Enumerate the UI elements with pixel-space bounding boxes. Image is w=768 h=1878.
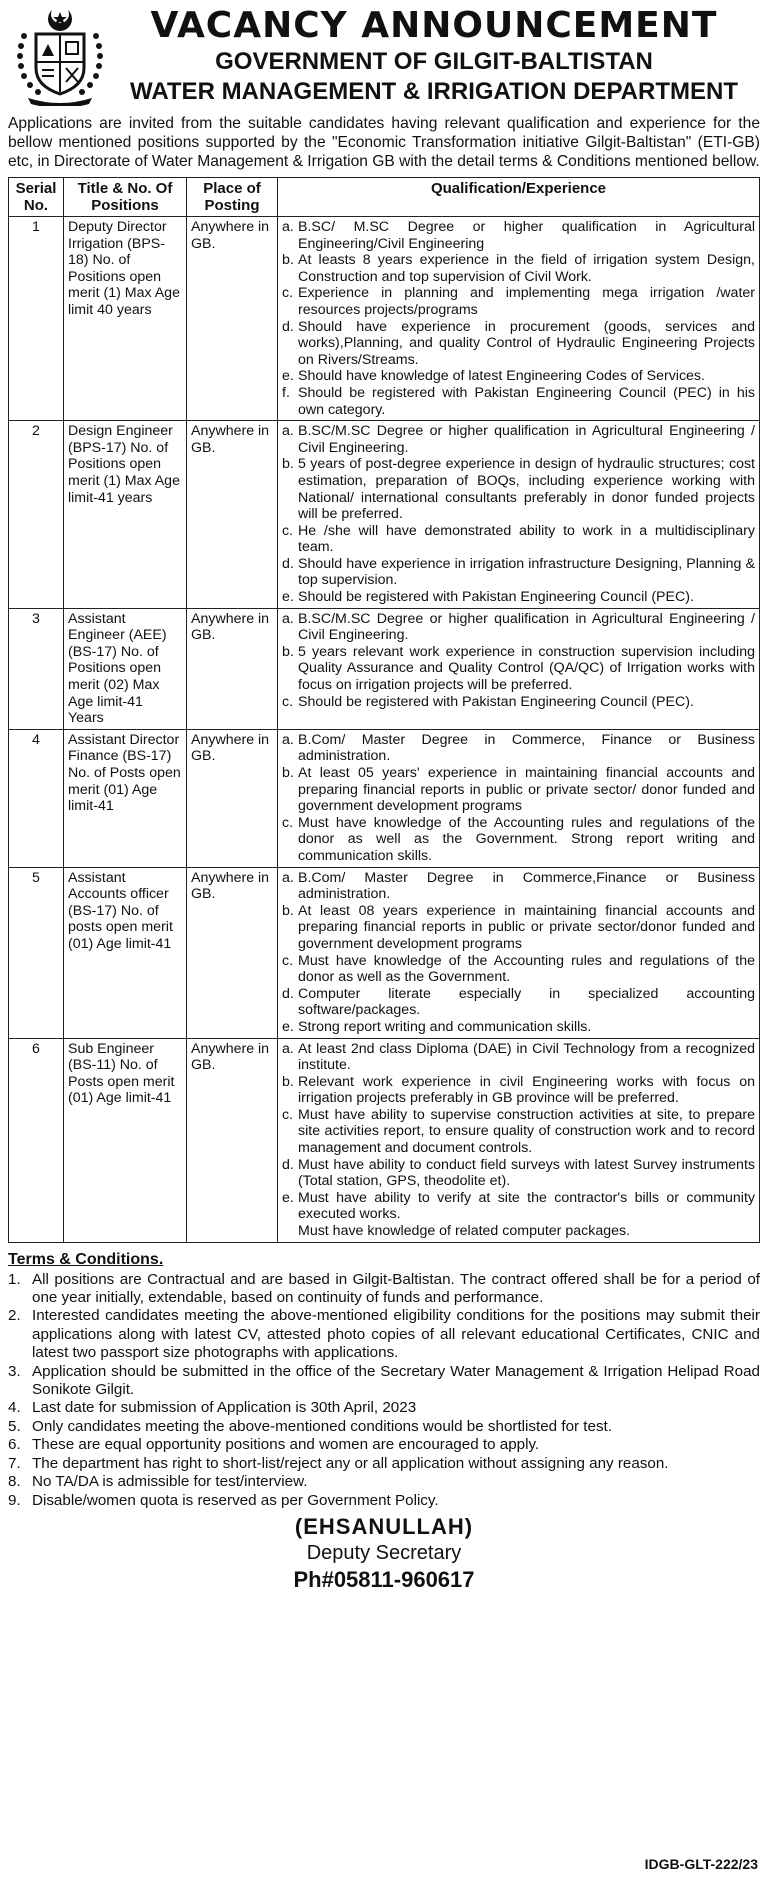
header-place: Place of Posting: [187, 178, 278, 217]
table-row: [9, 1038, 760, 1242]
reference-number: IDGB-GLT-222/23: [644, 1856, 758, 1872]
term-text: All positions are Contractual and are based in Gilgit-Baltistan. The contract offered shall be for a period of one year initially, extendable, based on continuity of funds and performance.: [32, 1270, 760, 1307]
place-of-posting-cell: Anywhere in GB.: [187, 608, 278, 729]
qualification-cell: [278, 217, 760, 421]
table-header-row: [9, 178, 760, 217]
qualification-item: [282, 423, 755, 456]
qualification-item: [282, 1041, 755, 1074]
term-item: [8, 1418, 760, 1436]
qualification-item: [282, 815, 755, 865]
table-row: [9, 729, 760, 867]
qualification-letter: a.: [282, 610, 294, 627]
term-item: [8, 1363, 760, 1400]
term-number: 7.: [8, 1454, 21, 1472]
qualification-cell: [278, 729, 760, 867]
qualification-text: B.Com/ Master Degree in Commerce, Finance or Business administration.: [298, 731, 755, 765]
position-title-cell: Assistant Director Finance (BS-17) No. of Posts open merit (01) Age limit-41: [64, 729, 187, 867]
qualification-letter: d.: [282, 985, 294, 1002]
government-name: GOVERNMENT OF GILGIT-BALTISTAN: [215, 48, 653, 75]
qualification-text: Experience in planning and implementing mega irrigation /water resources projects/programs: [298, 285, 755, 318]
qualification-letter: e.: [282, 1189, 294, 1206]
qualification-text: Should have experience in irrigation infrastructure Designing, Planning & top supervision.: [298, 555, 755, 589]
term-number: 4.: [8, 1399, 21, 1417]
term-text: The department has right to short-list/reject any or all application without assigning any reason.: [32, 1454, 669, 1472]
place-of-posting-cell: Anywhere in GB.: [187, 867, 278, 1038]
term-text: Last date for submission of Application is 30th April, 2023: [32, 1399, 417, 1417]
qualification-item: [282, 611, 755, 644]
qualification-letter: a.: [282, 869, 294, 886]
qualification-item: [282, 589, 755, 606]
intro-paragraph: Applications are invited from the suitable candidates having relevant qualification and experience for the bellow mentioned positions supported by the "Economic Transformation initiative Gilgit-Baltistan" (ETI-GB) etc, in Directorate of Water Management & Irrigation GB with the detail terms & Conditions mentioned bellow.: [8, 115, 760, 170]
serial-cell: 5: [9, 867, 64, 1038]
term-number: 1.: [8, 1270, 21, 1288]
term-text: No TA/DA is admissible for test/interview.: [32, 1473, 308, 1491]
qualification-letter: c.: [282, 285, 294, 302]
term-item: [8, 1492, 760, 1510]
qualification-letter: e.: [282, 368, 294, 385]
qualification-letter: c.: [282, 693, 294, 710]
serial-cell: 4: [9, 729, 64, 867]
header-serial: Serial No.: [9, 178, 64, 217]
qualification-text: Must have ability to verify at site the contractor's bills or community executed works.: [298, 1189, 755, 1223]
position-title-cell: Design Engineer (BPS-17) No. of Positions open merit (1) Max Age limit-41 years: [64, 421, 187, 609]
term-text: These are equal opportunity positions and women are encouraged to apply.: [32, 1436, 540, 1454]
term-item: [8, 1399, 760, 1417]
qualification-letter: c.: [282, 522, 294, 539]
signatory-name: (EHSANULLAH): [294, 1513, 474, 1539]
qualification-text: At least 05 years' experience in maintaining financial accounts and preparing financial reports in public or private sector/ donor funded and government development programs: [298, 765, 755, 815]
term-number: 2.: [8, 1307, 21, 1325]
qualification-item: [282, 1157, 755, 1190]
term-number: 6.: [8, 1436, 21, 1454]
qualification-letter: a.: [282, 219, 294, 235]
qualification-letter: a.: [282, 423, 294, 440]
qualification-item: [282, 219, 755, 252]
term-text: Application should be submitted in the office of the Secretary Water Management & Irrigation Helipad Road Sonikote Gilgit.: [32, 1362, 760, 1399]
qualification-letter: e.: [282, 1018, 294, 1035]
qualification-letter: d.: [282, 1156, 294, 1173]
qualification-text: Must have knowledge of the Accounting rules and regulations of the donor as well as the Government. Strong report writing and communication skills.: [298, 814, 755, 864]
qualification-letter: c.: [282, 952, 294, 969]
qualification-cell: [278, 1038, 760, 1242]
qualification-item: [282, 285, 755, 318]
qualification-item: [282, 1019, 755, 1036]
qualification-text: B.Com/ Master Degree in Commerce,Finance or Business administration.: [298, 869, 755, 903]
qualification-text: Must have knowledge of related computer packages.: [298, 1223, 631, 1240]
qualification-letter: b.: [282, 1073, 294, 1090]
header-title: Title & No. Of Positions: [64, 178, 187, 217]
qualification-text: He /she will have demonstrated ability to work in a multidisciplinary team.: [298, 522, 755, 556]
qualification-text: B.SC/M.SC Degree or higher qualification in Agricultural Engineering / Civil Engineering.: [298, 610, 755, 644]
serial-cell: 6: [9, 1038, 64, 1242]
table-row: [9, 608, 760, 729]
signature-block: [8, 1514, 760, 1593]
place-of-posting-cell: Anywhere in GB.: [187, 421, 278, 609]
vacancy-table: [8, 177, 760, 1243]
qualification-text: At leasts 8 years experience in the field of irrigation system Design, Construction and top supervision of Civil Work.: [298, 252, 755, 285]
vacancy-table-body: [9, 217, 760, 1243]
term-number: 5.: [8, 1417, 21, 1435]
qualification-letter: c.: [282, 814, 294, 831]
qualification-item: [282, 368, 755, 385]
qualification-letter: b.: [282, 643, 294, 660]
qualification-letter: a.: [282, 731, 294, 748]
qualification-item: [282, 953, 755, 986]
table-row: [9, 867, 760, 1038]
qualification-item: [282, 694, 755, 711]
qualification-item: [282, 986, 755, 1019]
header-qualification: Qualification/Experience: [278, 178, 760, 217]
qualification-text: Must have ability to supervise construction activities at site, to prepare site activities report, to ensure quality of construction work and to record management and document controls.: [298, 1106, 755, 1157]
place-of-posting-cell: Anywhere in GB.: [187, 1038, 278, 1242]
signatory-designation: Deputy Secretary: [306, 1541, 462, 1564]
announcement-title: VACANCY ANNOUNCEMENT: [150, 5, 718, 46]
qualification-item: [282, 523, 755, 556]
position-title-cell: Assistant Engineer (AEE)(BS-17) No. of Positions open merit (02) Max Age limit-41 Years: [64, 608, 187, 729]
qualification-letter: b.: [282, 765, 294, 781]
qualification-letter: [282, 1223, 298, 1240]
position-title-cell: Assistant Accounts officer (BS-17) No. of posts open merit (01) Age limit-41: [64, 867, 187, 1038]
qualification-letter: d.: [282, 555, 294, 572]
qualification-letter: d.: [282, 318, 294, 335]
qualification-item: [282, 252, 755, 285]
table-row: [9, 421, 760, 609]
position-title-cell: Sub Engineer (BS-11) No. of Posts open merit (01) Age limit-41: [64, 1038, 187, 1242]
qualification-item: [282, 556, 755, 589]
department-name: WATER MANAGEMENT & IRRIGATION DEPARTMENT: [130, 78, 738, 105]
place-of-posting-cell: Anywhere in GB.: [187, 729, 278, 867]
qualification-cell: [278, 867, 760, 1038]
term-item: [8, 1436, 760, 1454]
qualification-letter: c.: [282, 1106, 294, 1123]
qualification-letter: a.: [282, 1040, 294, 1057]
term-text: Only candidates meeting the above-mentioned conditions would be shortlisted for test.: [32, 1417, 612, 1435]
qualification-item: [282, 1107, 755, 1157]
place-of-posting-cell: Anywhere in GB.: [187, 217, 278, 421]
qualification-text: At least 08 years experience in maintaining financial accounts and preparing financial reports in public or private sector/donor funded and government development programs: [298, 902, 755, 952]
qualification-item: [282, 1190, 755, 1223]
qualification-letter: b.: [282, 456, 294, 473]
serial-cell: 3: [9, 608, 64, 729]
term-text: Disable/women quota is reserved as per Government Policy.: [32, 1491, 439, 1509]
qualification-text: Should have experience in procurement (goods, services and works),Planning, and quality Control of Hydraulic Engineering Projects on Rivers/Streams.: [298, 318, 755, 368]
serial-cell: 1: [9, 217, 64, 421]
qualification-item: [282, 1074, 755, 1107]
terms-list: [8, 1271, 760, 1510]
qualification-item: [282, 319, 755, 369]
qualification-text: B.SC/ M.SC Degree or higher qualification in Agricultural Engineering/Civil Engineering: [298, 219, 755, 252]
header: [8, 4, 760, 114]
qualification-cell: [278, 608, 760, 729]
gilgit-baltistan-emblem-icon: [14, 6, 106, 106]
qualification-text: Must have ability to conduct field surveys with latest Survey instruments (Total station, GPS, theodolite et).: [298, 1156, 755, 1190]
qualification-text: Should be registered with Pakistan Engineering Council (PEC).: [298, 693, 694, 710]
qualification-letter: b.: [282, 252, 294, 269]
qualification-text: B.SC/M.SC Degree or higher qualification in Agricultural Engineering / Civil Engineering.: [298, 423, 755, 456]
term-item: [8, 1473, 760, 1491]
qualification-text: Should be registered with Pakistan Engineering Council (PEC) in his own category.: [298, 384, 755, 418]
qualification-item: [282, 765, 755, 815]
qualification-item: [282, 870, 755, 903]
term-number: 8.: [8, 1473, 21, 1491]
term-number: 3.: [8, 1362, 21, 1380]
qualification-letter: b.: [282, 902, 294, 919]
qualification-text: At least 2nd class Diploma (DAE) in Civil Technology from a recognized institute.: [298, 1040, 755, 1074]
qualification-text: Should be registered with Pakistan Engineering Council (PEC).: [298, 589, 694, 606]
qualification-text: 5 years of post-degree experience in design of hydraulic structures; cost estimation, preparation of BOQs, including experience working with National/ international consultants preferably in donor funded projects will be preferred.: [298, 456, 755, 523]
qualification-text: Should have knowledge of latest Engineering Codes of Services.: [298, 368, 705, 385]
qualification-item: [282, 644, 755, 694]
term-item: [8, 1271, 760, 1308]
qualification-item: [282, 385, 755, 418]
qualification-text: Relevant work experience in civil Engineering works with focus on irrigation projects preferably in GB province will be preferred.: [298, 1073, 755, 1107]
term-item: [8, 1307, 760, 1362]
qualification-text: Strong report writing and communication skills.: [298, 1018, 592, 1035]
signatory-phone: Ph#05811-960617: [293, 1566, 475, 1592]
qualification-letter: f.: [282, 384, 290, 401]
qualification-cell: [278, 421, 760, 609]
qualification-text: Must have knowledge of the Accounting rules and regulations of the donor as well as the Government.: [298, 952, 755, 986]
qualification-text: Computer literate especially in specialized accounting software/packages.: [298, 985, 755, 1019]
qualification-item: [282, 903, 755, 953]
term-number: 9.: [8, 1491, 21, 1509]
table-row: [9, 217, 760, 421]
qualification-item: [282, 1223, 755, 1240]
position-title-cell: Deputy Director Irrigation (BPS-18) No. of Positions open merit (1) Max Age limit 40 years: [64, 217, 187, 421]
terms-heading: Terms & Conditions.: [8, 1250, 164, 1268]
serial-cell: 2: [9, 421, 64, 609]
qualification-text: 5 years relevant work experience in construction supervision including Quality Assurance and Quality Control (QA/QC) of Irrigation works with focus on irrigation projects will be preferred.: [298, 643, 755, 694]
term-item: [8, 1455, 760, 1473]
term-text: Interested candidates meeting the above-mentioned eligibility conditions for the positions may submit their applications along with latest CV, attested photo copies of all relevant educational Certificates, CNIC and latest two passport size photographs with applications.: [32, 1307, 760, 1362]
qualification-letter: e.: [282, 589, 294, 606]
qualification-item: [282, 456, 755, 522]
qualification-item: [282, 732, 755, 765]
